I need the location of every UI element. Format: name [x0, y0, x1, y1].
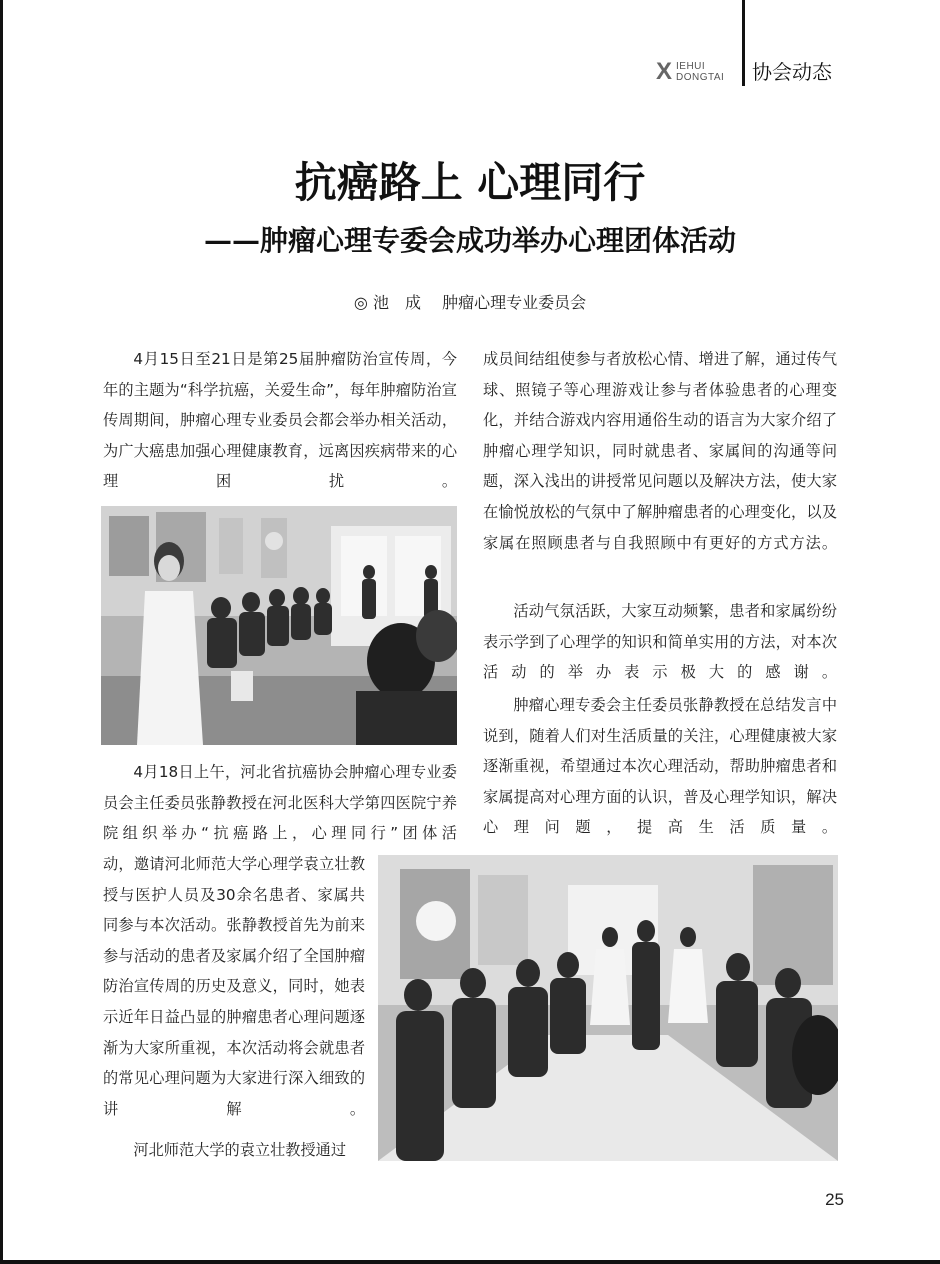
paragraph-right-1: 成员间结组使参与者放松心情、增进了解，通过传气球、照镜子等心理游戏让参与者体验患者的心理变化，并结合游戏内容用通俗生动的语言为大家介绍了肿瘤心理学知识，同时就患者、家属间的沟通等问题，深入浅出的讲授常见问题以及解决方法，使大家在愉悦放松的气氛中了解肿瘤患者的心理变化，以及家属在照顾患者与自我照顾中有更好的方式方法。 [483, 350, 837, 552]
section-logo-line2: DONGTAI [676, 72, 725, 83]
page-number: 25 [825, 1190, 844, 1209]
byline [0, 290, 940, 316]
article-title: 抗癌路上 心理同行 [294, 158, 646, 207]
paragraph-right-2: 活动气氛活跃，大家互动频繁，患者和家属纷纷表示学到了心理学的知识和简单实用的方法，对本次活动的举办表示极大的感谢。 [483, 602, 837, 682]
article-subtitle: ——肿瘤心理专委会成功举办心理团体活动 [203, 224, 736, 257]
paragraph-left-1: 4月15日至21日是第25届肿瘤防治宣传周，今年的主题为“科学抗癌，关爱生命”，每年肿瘤防治宣传周期间，肿瘤心理专业委员会都会举办相关活动，为广大癌患加强心理健康教育，远离因疾病带来的心理困扰。 [103, 350, 457, 491]
paragraph-left-3: 河北师范大学的袁立壮教授通过 [133, 1141, 347, 1159]
section-name: 协会动态 [752, 60, 832, 84]
header-divider [742, 0, 745, 86]
page-frame-bottom [0, 1260, 940, 1264]
paragraph-right-3: 肿瘤心理专委会主任委员张静教授在总结发言中说到，随着人们对生活质量的关注，心理健康被大家逐渐重视，希望通过本次心理活动，帮助肿瘤患者和家属提高对心理方面的认识，普及心理学知识，解决心理问题，提高生活质量。 [483, 696, 837, 837]
section-logo [656, 58, 736, 86]
photo-group-activity [378, 855, 838, 1161]
byline-mark: ◎ [353, 293, 368, 312]
author: 池 成 [372, 293, 421, 312]
affiliation: 肿瘤心理专业委员会 [442, 293, 587, 312]
paragraph-left-2-continued: 动，邀请河北师范大学心理学袁立壮教授与医护人员及30余名患者、家属共同参与本次活动。张静教授首先为前来参与活动的患者及家属介绍了全国肿瘤防治宣传周的历史及意义，同时，她表示近年日益凸显的肿瘤患者心理问题逐渐为大家所重视，本次活动将会就患者的常见心理问题为大家进行深入细致的讲解。 [103, 855, 365, 1118]
section-logo-letter: X [656, 58, 673, 85]
section-logo-line1: IEHUI [676, 61, 706, 72]
paragraph-left-2: 4月18日上午，河北省抗癌协会肿瘤心理专业委员会主任委员张静教授在河北医科大学第四医院宁养院组织举办“抗癌路上，心理同行”团体活 [103, 763, 457, 843]
photo-lecture [101, 506, 457, 745]
